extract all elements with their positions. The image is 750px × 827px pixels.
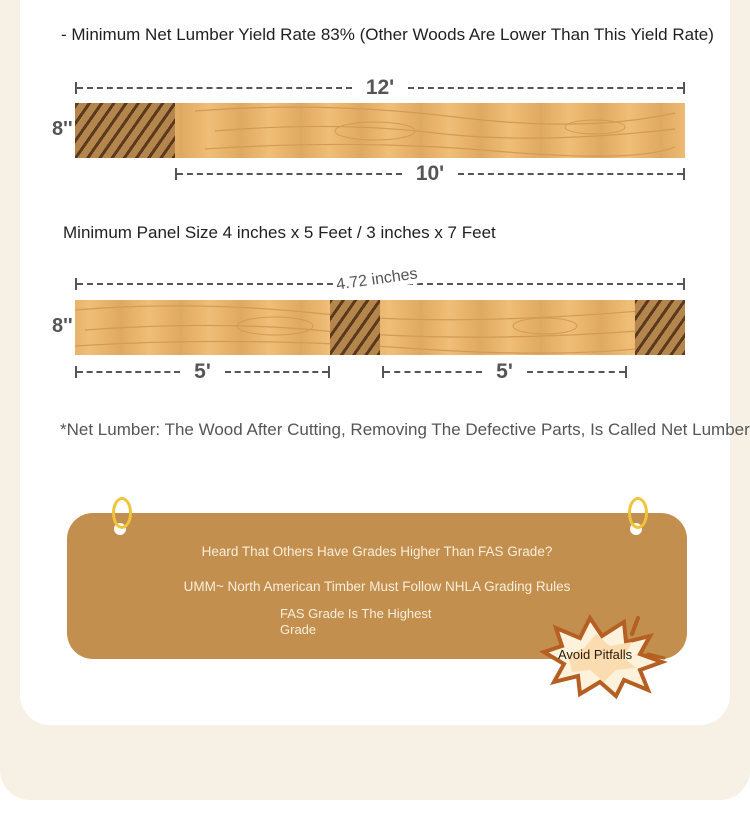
board2-top-length: 4.72 inches [332,265,421,295]
board1-defect-section [75,103,175,158]
net-lumber-definition: *Net Lumber: The Wood After Cutting, Removing The Defective Parts, Is Called Net Lumber [60,420,750,439]
board2-right-length: 5' [496,360,513,383]
board2 [75,300,685,355]
banner-highlight-line1: FAS Grade Is The Highest [280,606,432,621]
board1-bottom-dimension [175,164,685,184]
board2-right-dimension [382,362,627,382]
board1-top-length: 12' [365,76,395,99]
ring-right [628,497,648,529]
board2-left-dimension [75,362,330,382]
definition-clip [60,420,750,444]
avoid-pitfalls-badge: Avoid Pitfalls [558,647,633,662]
ring-left [112,497,132,529]
yield-rate-note: - Minimum Net Lumber Yield Rate 83% (Other Woods Are Lower Than This Yield Rate) [61,25,714,44]
banner-question: Heard That Others Have Grades Higher Than FAS Grade? [201,544,553,559]
board2-left-length: 5' [194,360,211,383]
board2-height-label: 8'' [52,315,73,337]
board2-defect-middle [330,300,380,355]
wood-grain [75,300,685,355]
board1-top-dimension [75,78,685,98]
board2-defect-right [635,300,685,355]
board1-height-label: 8'' [52,118,73,140]
board1 [75,103,685,158]
banner-highlight-line2: Grade [280,622,317,637]
panel-size-note: Minimum Panel Size 4 inches x 5 Feet / 3 inches x 7 Feet [63,223,496,242]
banner-answer: UMM~ North American Timber Must Follow NHLA Grading Rules [183,579,571,594]
board1-bottom-length: 10' [415,162,445,185]
